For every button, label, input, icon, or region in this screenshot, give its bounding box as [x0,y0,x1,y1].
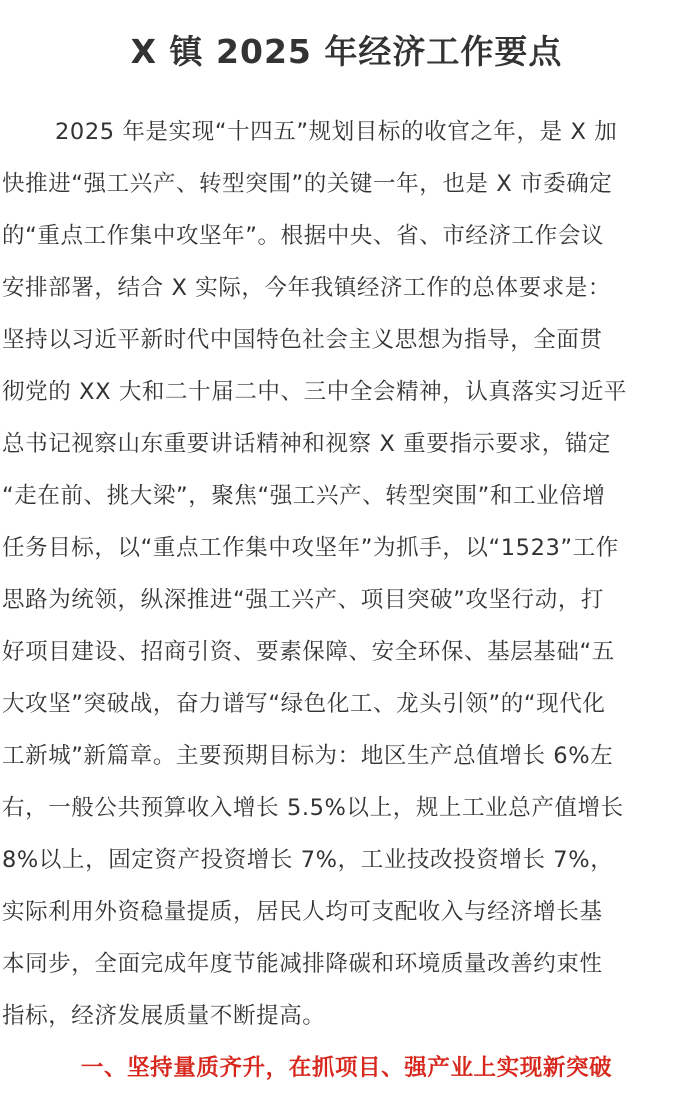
document-title: X 镇 2025 年经济工作要点 [130,32,563,71]
paragraph-line: 2025 年是实现“十四五”规划目标的收官之年，是 X 加 [55,119,618,145]
section-heading: 一、坚持量质齐升，在抓项目、强产业上实现新突破 [80,1055,613,1081]
paragraph-line: 思路为统领，纵深推进“强工兴产、项目突破”攻坚行动，打 [2,587,605,613]
paragraph-line: 总书记视察山东重要讲话精神和视察 X 重要指示要求，锚定 [2,431,612,457]
body-paragraph [2,106,691,1042]
paragraph-line: 任务目标，以“重点工作集中攻坚年”为抓手，以“1523”工作 [2,535,619,561]
paragraph-line: 好项目建设、招商引资、要素保障、安全环保、基层基础“五 [2,639,615,665]
paragraph-line: 工新城”新篇章。主要预期目标为：地区生产总值增长 6%左 [2,743,614,769]
paragraph-line: 8%以上，固定资产投资增长 7%，工业技改投资增长 7%， [2,847,614,873]
paragraph-line: 右，一般公共预算收入增长 5.5%以上，规上工业总产值增长 [2,795,624,821]
paragraph-line: 安排部署，结合 X 实际，今年我镇经济工作的总体要求是： [2,275,612,301]
paragraph-line: 彻党的 XX 大和二十届二中、三中全会精神，认真落实习近平 [2,379,628,405]
paragraph-line: 快推进“强工兴产、转型突围”的关键一年，也是 X 市委确定 [2,171,613,197]
paragraph-line: 实际利用外资稳量提质，居民人均可支配收入与经济增长基 [2,899,603,925]
paragraph-line: “走在前、挑大梁”，聚焦“强工兴产、转型突围”和工业倍增 [2,483,606,509]
paragraph-line: 本同步，全面完成年度节能减排降碳和环境质量改善约束性 [2,951,603,977]
paragraph-line: 大攻坚”突破战，奋力谱写“绿色化工、龙头引领”的“现代化 [2,691,606,717]
paragraph-line: 指标，经济发展质量不断提高。 [2,1003,326,1029]
paragraph-line: 坚持以习近平新时代中国特色社会主义思想为指导，全面贯 [2,327,603,353]
paragraph-line: 的“重点工作集中攻坚年”。根据中央、省、市经济工作会议 [2,223,605,249]
